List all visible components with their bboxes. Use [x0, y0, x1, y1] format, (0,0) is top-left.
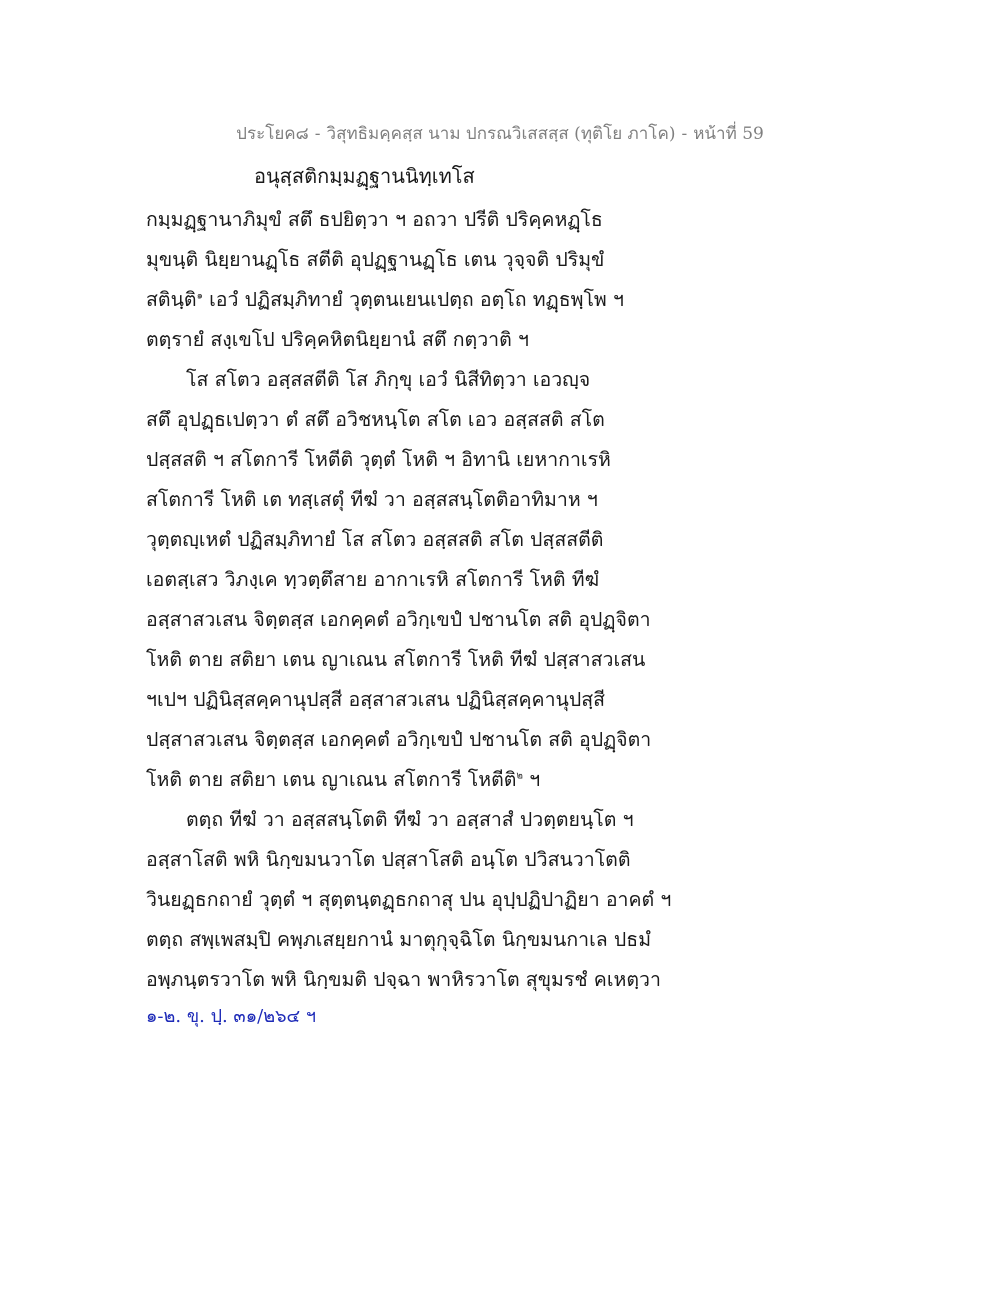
header-page-label: หน้าที่: [693, 124, 737, 144]
text-line-7: ปสฺสสติ ฯ สโตการี โหตีติ วุตฺตํ โหติ ฯ อิทานิ เยหากาเรหิ: [146, 448, 611, 471]
text-line-2: มุขนฺติ นิยฺยานฏฺโธ สตีติ อุปฏฺฐานฏฺโธ เตน วุจฺจติ ปริมุขํ: [146, 248, 605, 271]
footnote-marker: ๒: [516, 770, 523, 782]
page-header: ประโยค๘ - วิสุทธิมคฺคสฺส นาม ปกรณวิเสสสฺส (ทุติโย ภาโค) - หน้าที่ 59: [236, 124, 764, 144]
text-line-14: ปสฺสาสวเสน จิตฺตสฺส เอกคฺคตํ อวิกฺเขปํ ปชานโต สติ อุปฏฺจิตา: [146, 728, 652, 751]
footnote: ๑-๒. ขุ. ปฺ. ๓๑/๒๖๔ ฯ: [146, 1006, 316, 1027]
header-book: ประโยค๘: [236, 124, 309, 144]
footnote-marker: ๑: [196, 290, 203, 302]
text-line-17: อสฺสาโสติ พหิ นิกฺขมนวาโต ปสฺสาโสติ อนฺโต ปวิสนวาโตติ: [146, 848, 631, 871]
text-line-9: วุตฺตญฺเหตํ ปฏิสมฺภิทายํ โส สโตว อสฺสสติ สโต ปสฺสสตีติ: [146, 528, 604, 551]
text-line-10: เอตสฺเสว วิภงฺเค ทฺวตฺตึสาย อากาเรหิ สโตการี โหติ ทีฆํ: [146, 568, 600, 591]
text-line-6: สตึ อุปฏฺธเปตฺวา ตํ สตึ อวิชหนฺโต สโต เอว อสฺสสติ สโต: [146, 408, 605, 431]
text-line-4: ตตฺรายํ สงฺเขโป ปริคฺคหิตนิยฺยานํ สตึ กตฺวาติ ฯ: [146, 328, 529, 351]
text-line-15: โหติ ตาย สติยา เตน ญาเณน สโตการี โหตีติ$^๒$ ฯ: [146, 768, 541, 791]
text-line-19: ตตฺถ สพฺเพสมฺปิ คพฺภเสยฺยกานํ มาตุกุจฺฉิโต นิกฺขมนกาเล ปธมํ: [146, 928, 652, 951]
text-line-1: กมฺมฏฺฐานาภิมุขํ สตึ ธปยิตฺวา ฯ อถวา ปรีติ ปริคฺคหฏฺโธ: [146, 208, 603, 231]
section-heading: อนุสฺสติกมฺมฏฺฐานนิทฺเทโส: [254, 164, 475, 188]
text-line-20: อพฺภนฺตรวาโต พหิ นิกฺขมติ ปจฺฉา พาหิรวาโต สุขุมรชํ คเหตฺวา: [146, 968, 661, 991]
text-line-11: อสฺสาสวเสน จิตฺตสฺส เอกคฺคตํ อวิกฺเขปํ ปชานโต สติ อุปฏฺจิตา: [146, 608, 651, 631]
text-line-5: โส สโตว อสฺสสตีติ โส ภิกฺขุ เอวํ นิสีทิตฺวา เอวญฺจ: [186, 368, 591, 391]
text-line-12: โหติ ตาย สติยา เตน ญาเณน สโตการี โหติ ทีฆํ ปสฺสาสวเสน: [146, 648, 646, 671]
text-line-8: สโตการี โหติ เต ทสฺเสตุํ ทีฆํ วา อสฺสสนฺโตติอาทิมาห ฯ: [146, 488, 598, 511]
body-text: [146, 200, 706, 1034]
text-line-13: ฯเปฯ ปฏินิสฺสคฺคานุปสฺสี อสฺสาสวเสน ปฏินิสฺสคฺคานุปสฺสี: [146, 688, 606, 711]
header-title: วิสุทธิมคฺคสฺส นาม ปกรณวิเสสสฺส (ทุติโย ภาโค): [326, 124, 676, 144]
text-line-18: วินยฏฺธกถายํ วุตฺตํ ฯ สุตฺตนฺตฏฺธกถาสุ ปน อุปฺปฏิปาฏิยา อาคตํ ฯ: [146, 888, 672, 911]
text-line-3: สตินฺติ$^๑$ เอวํ ปฏิสมฺภิทายํ วุตฺตนเยนเปตฺถ อตฺโถ ทฏฺธพฺโพ ฯ: [146, 288, 624, 311]
text-line-16: ตตฺถ ทีฆํ วา อสฺสสนฺโตติ ทีฆํ วา อสฺสาสํ ปวตฺตยนฺโต ฯ: [186, 808, 634, 831]
header-page-number: 59: [742, 124, 764, 144]
